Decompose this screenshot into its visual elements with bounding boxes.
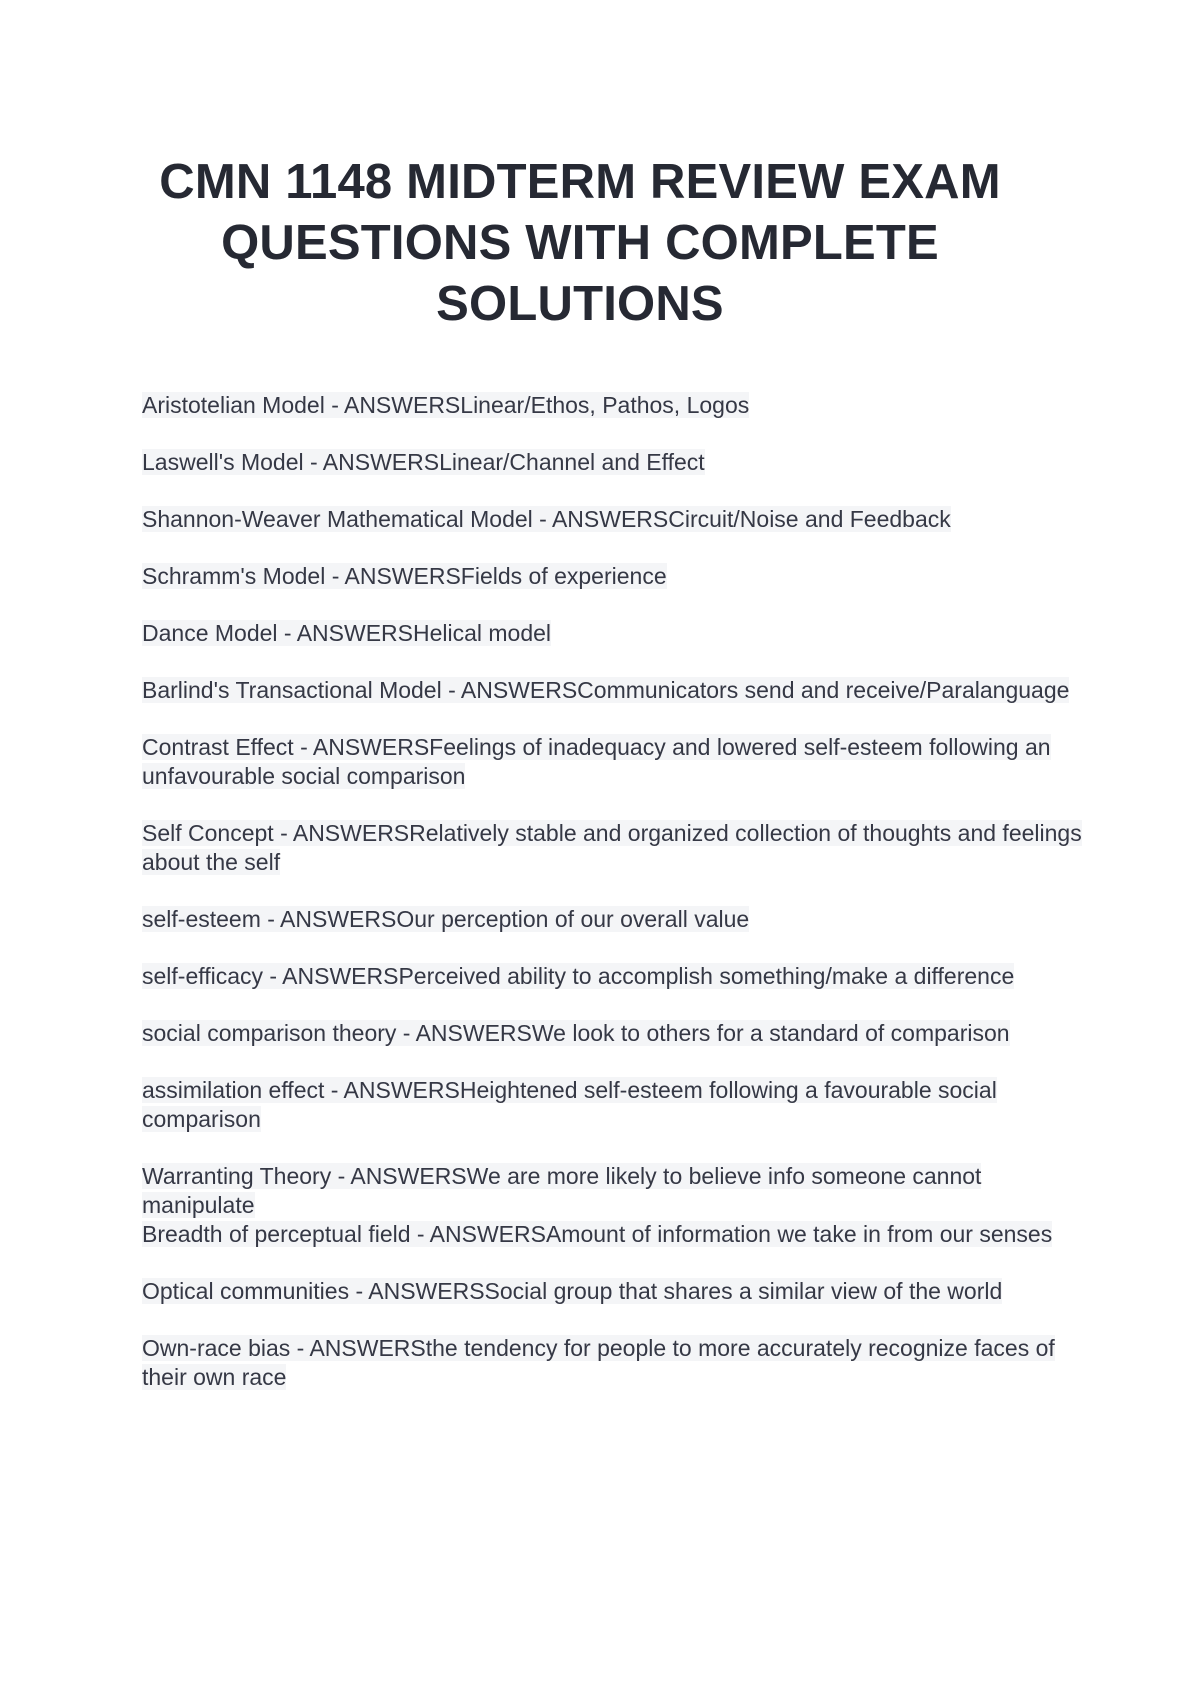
qa-item [142, 448, 1082, 477]
qa-item [142, 1277, 1082, 1306]
qa-item [142, 1019, 1082, 1048]
qa-text: Schramm's Model - ANSWERSFields of experience [142, 563, 667, 589]
qa-item [142, 819, 1082, 877]
qa-item [142, 1220, 1082, 1249]
qa-text: Dance Model - ANSWERSHelical model [142, 620, 552, 646]
qa-text: Shannon-Weaver Mathematical Model - ANSWERSCircuit/Noise and Feedback [142, 506, 951, 532]
qa-text: Warranting Theory - ANSWERSWe are more likely to believe info someone cannot manipulate [142, 1163, 982, 1218]
qa-text: Contrast Effect - ANSWERSFeelings of inadequacy and lowered self-esteem following an unfavourable social comparison [142, 734, 1051, 789]
document-title: CMN 1148 MIDTERM REVIEW EXAM QUESTIONS WITH COMPLETE SOLUTIONS [159, 155, 1001, 331]
qa-item [142, 619, 1082, 648]
qa-text: self-efficacy - ANSWERSPerceived ability to accomplish something/make a difference [142, 963, 1015, 989]
qa-item [142, 562, 1082, 591]
qa-text: self-esteem - ANSWERSOur perception of our overall value [142, 906, 750, 932]
qa-text: Own-race bias - ANSWERSthe tendency for people to more accurately recognize faces of their own race [142, 1335, 1055, 1390]
qa-item [142, 733, 1082, 791]
qa-text: Barlind's Transactional Model - ANSWERSCommunicators send and receive/Paralanguage [142, 677, 1070, 703]
qa-text: social comparison theory - ANSWERSWe look to others for a standard of comparison [142, 1020, 1010, 1046]
qa-text: Optical communities - ANSWERSSocial group that shares a similar view of the world [142, 1278, 1003, 1304]
qa-text: Laswell's Model - ANSWERSLinear/Channel and Effect [142, 449, 705, 475]
qa-item [142, 1334, 1082, 1392]
question-answer-list [142, 391, 1082, 1420]
qa-item [142, 1162, 1082, 1220]
qa-text: Self Concept - ANSWERSRelatively stable and organized collection of thoughts and feelings about the self [142, 820, 1082, 875]
qa-item [142, 962, 1082, 991]
qa-item [142, 905, 1082, 934]
qa-item [142, 505, 1082, 534]
qa-text: assimilation effect - ANSWERSHeightened self-esteem following a favourable social comparison [142, 1077, 997, 1132]
qa-text: Aristotelian Model - ANSWERSLinear/Ethos, Pathos, Logos [142, 392, 750, 418]
qa-item [142, 391, 1082, 420]
qa-item [142, 1076, 1082, 1134]
qa-text: Breadth of perceptual field - ANSWERSAmount of information we take in from our senses [142, 1221, 1053, 1247]
qa-item [142, 676, 1082, 705]
